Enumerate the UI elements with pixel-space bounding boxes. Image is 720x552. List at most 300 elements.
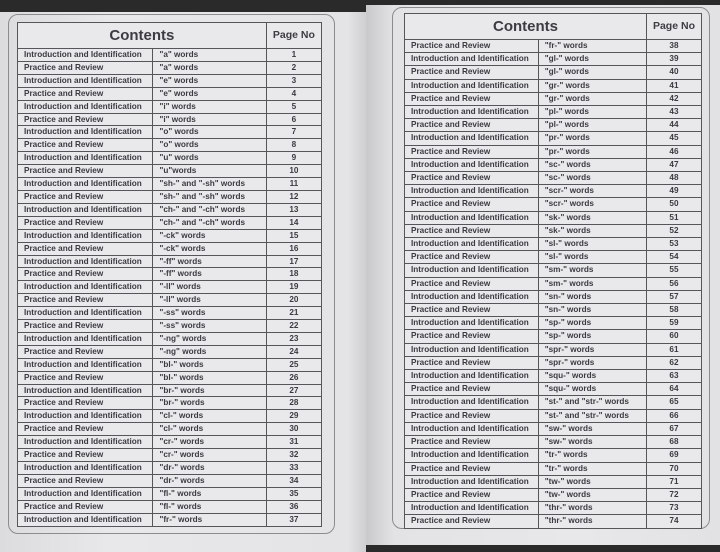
page-number-cell: 2 [266,61,321,74]
topic-cell: "-ll" words [153,281,266,294]
table-row [18,126,322,139]
page-number-cell: 67 [646,422,701,435]
topic-cell: "dr-" words [153,462,266,475]
section-cell: Practice and Review [18,113,153,126]
page-number-cell: 74 [646,515,701,528]
table-row [405,409,702,422]
table-row [405,119,702,132]
section-cell: Introduction and Identification [405,317,539,330]
section-cell: Practice and Review [405,172,539,185]
section-cell: Practice and Review [405,92,539,105]
section-cell: Introduction and Identification [18,281,153,294]
contents-body-right [405,40,702,529]
topic-cell: "-ss" words [153,307,266,320]
table-row [18,61,322,74]
topic-cell: "i" words [153,100,266,113]
topic-cell: "spr-" words [538,343,646,356]
topic-cell: "o" words [153,139,266,152]
page-number-cell: 42 [646,92,701,105]
page-number-cell: 8 [266,139,321,152]
table-row [405,251,702,264]
section-cell: Practice and Review [405,119,539,132]
topic-cell: "-ng" words [153,332,266,345]
table-row [405,79,702,92]
topic-cell: "-ss" words [153,320,266,333]
table-row [18,203,322,216]
topic-cell: "sw-" words [538,422,646,435]
contents-title: Contents [18,23,267,49]
table-row [405,132,702,145]
section-cell: Practice and Review [18,165,153,178]
page-number-cell: 38 [646,40,701,53]
table-row [18,410,322,423]
table-row [18,294,322,307]
section-cell: Practice and Review [405,383,539,396]
page-number-cell: 18 [266,268,321,281]
page-number-cell: 62 [646,356,701,369]
table-row [18,307,322,320]
page-number-cell: 17 [266,255,321,268]
topic-cell: "i" words [153,113,266,126]
page-number-cell: 7 [266,126,321,139]
page-number-cell: 24 [266,345,321,358]
page-number-cell: 66 [646,409,701,422]
topic-cell: "tw-" words [538,475,646,488]
page-number-cell: 64 [646,383,701,396]
section-cell: Introduction and Identification [405,370,539,383]
table-row [18,281,322,294]
topic-cell: "-ll" words [153,294,266,307]
topic-cell: "spr-" words [538,356,646,369]
table-row [18,423,322,436]
page-number-cell: 22 [266,320,321,333]
table-row [405,449,702,462]
topic-cell: "gl-" words [538,53,646,66]
topic-cell: "sw-" words [538,436,646,449]
page-number-cell: 48 [646,172,701,185]
page-number-cell: 46 [646,145,701,158]
section-cell: Introduction and Identification [18,203,153,216]
table-row [18,358,322,371]
section-cell: Practice and Review [405,356,539,369]
page-number-cell: 45 [646,132,701,145]
topic-cell: "squ-" words [538,370,646,383]
page-number-cell: 58 [646,304,701,317]
topic-cell: "pl-" words [538,119,646,132]
page-no-header: Page No [646,14,701,40]
table-row [405,145,702,158]
section-cell: Introduction and Identification [405,475,539,488]
page-number-cell: 51 [646,211,701,224]
page-number-cell: 19 [266,281,321,294]
topic-cell: "ch-" and "-ch" words [153,216,266,229]
section-cell: Practice and Review [18,139,153,152]
topic-cell: "-ff" words [153,255,266,268]
section-cell: Practice and Review [18,87,153,100]
topic-cell: "cr-" words [153,436,266,449]
page-number-cell: 47 [646,158,701,171]
table-row [18,320,322,333]
contents-table-right [404,13,702,529]
table-row [405,277,702,290]
contents-table-left [17,22,322,527]
table-row [405,370,702,383]
topic-cell: "tw-" words [538,488,646,501]
page-number-cell: 4 [266,87,321,100]
table-row [405,264,702,277]
section-cell: Introduction and Identification [18,152,153,165]
table-row [405,211,702,224]
section-cell: Introduction and Identification [18,436,153,449]
section-cell: Introduction and Identification [405,79,539,92]
table-row [18,332,322,345]
table-row [18,74,322,87]
page-number-cell: 65 [646,396,701,409]
topic-cell: "u" words [153,152,266,165]
topic-cell: "cr-" words [153,449,266,462]
page-number-cell: 33 [266,462,321,475]
page-number-cell: 61 [646,343,701,356]
section-cell: Introduction and Identification [405,422,539,435]
table-row [18,190,322,203]
page-number-cell: 32 [266,449,321,462]
table-row [18,436,322,449]
section-cell: Practice and Review [18,345,153,358]
topic-cell: "scr-" words [538,198,646,211]
section-cell: Introduction and Identification [18,255,153,268]
page-number-cell: 6 [266,113,321,126]
section-cell: Practice and Review [405,40,539,53]
section-cell: Introduction and Identification [18,74,153,87]
page-number-cell: 5 [266,100,321,113]
page-number-cell: 13 [266,203,321,216]
section-cell: Practice and Review [18,61,153,74]
section-cell: Practice and Review [405,66,539,79]
page-number-cell: 68 [646,436,701,449]
topic-cell: "sl-" words [538,238,646,251]
section-cell: Practice and Review [405,330,539,343]
section-cell: Introduction and Identification [18,229,153,242]
section-cell: Practice and Review [18,474,153,487]
section-cell: Practice and Review [18,190,153,203]
page-number-cell: 10 [266,165,321,178]
page-number-cell: 27 [266,384,321,397]
topic-cell: "scr-" words [538,185,646,198]
topic-cell: "u"words [153,165,266,178]
table-row [405,436,702,449]
section-cell: Practice and Review [405,251,539,264]
page-number-cell: 28 [266,397,321,410]
table-row [18,242,322,255]
page-number-cell: 53 [646,238,701,251]
topic-cell: "fl-" words [153,487,266,500]
section-cell: Practice and Review [18,371,153,384]
contents-body-left [18,49,322,527]
section-cell: Practice and Review [18,320,153,333]
section-cell: Introduction and Identification [405,158,539,171]
table-row [405,53,702,66]
table-row [405,304,702,317]
topic-cell: "-ng" words [153,345,266,358]
table-row [405,356,702,369]
page-number-cell: 44 [646,119,701,132]
section-cell: Introduction and Identification [405,449,539,462]
section-cell: Practice and Review [18,397,153,410]
table-row [18,255,322,268]
right-page [366,5,720,545]
topic-cell: "sn-" words [538,290,646,303]
topic-cell: "pr-" words [538,145,646,158]
table-row [405,422,702,435]
section-cell: Introduction and Identification [405,53,539,66]
topic-cell: "sm-" words [538,264,646,277]
section-cell: Practice and Review [18,216,153,229]
section-cell: Practice and Review [18,294,153,307]
section-cell: Practice and Review [405,145,539,158]
topic-cell: "sk-" words [538,211,646,224]
topic-cell: "e" words [153,87,266,100]
table-row [18,152,322,165]
table-row [405,515,702,528]
table-row [405,488,702,501]
page-number-cell: 23 [266,332,321,345]
topic-cell: "sp-" words [538,330,646,343]
section-cell: Introduction and Identification [405,502,539,515]
section-cell: Introduction and Identification [405,106,539,119]
table-row [405,396,702,409]
table-row [18,384,322,397]
topic-cell: "sn-" words [538,304,646,317]
page-number-cell: 52 [646,224,701,237]
section-cell: Practice and Review [18,242,153,255]
section-cell: Practice and Review [405,198,539,211]
page-number-cell: 31 [266,436,321,449]
table-row [18,397,322,410]
table-row [405,317,702,330]
page-number-cell: 37 [266,513,321,526]
topic-cell: "br-" words [153,384,266,397]
table-row [405,92,702,105]
page-number-cell: 14 [266,216,321,229]
section-cell: Introduction and Identification [18,462,153,475]
section-cell: Introduction and Identification [18,178,153,191]
table-row [18,345,322,358]
table-row [405,343,702,356]
page-number-cell: 39 [646,53,701,66]
table-header-row [405,14,702,40]
topic-cell: "o" words [153,126,266,139]
page-number-cell: 63 [646,370,701,383]
topic-cell: "tr-" words [538,449,646,462]
table-row [405,106,702,119]
page-number-cell: 11 [266,178,321,191]
table-row [405,290,702,303]
section-cell: Introduction and Identification [18,307,153,320]
page-number-cell: 71 [646,475,701,488]
section-cell: Introduction and Identification [405,396,539,409]
page-number-cell: 41 [646,79,701,92]
page-number-cell: 9 [266,152,321,165]
section-cell: Introduction and Identification [405,132,539,145]
page-number-cell: 20 [266,294,321,307]
section-cell: Practice and Review [405,436,539,449]
table-row [18,462,322,475]
table-row [405,383,702,396]
topic-cell: "fl-" words [153,500,266,513]
table-row [18,449,322,462]
table-row [18,178,322,191]
table-row [18,113,322,126]
table-row [405,330,702,343]
page-number-cell: 70 [646,462,701,475]
table-row [405,224,702,237]
topic-cell: "br-" words [153,397,266,410]
topic-cell: "gl-" words [538,66,646,79]
page-number-cell: 12 [266,190,321,203]
section-cell: Practice and Review [18,423,153,436]
table-row [405,502,702,515]
page-number-cell: 56 [646,277,701,290]
topic-cell: "sp-" words [538,317,646,330]
topic-cell: "a" words [153,61,266,74]
page-number-cell: 30 [266,423,321,436]
page-number-cell: 73 [646,502,701,515]
section-cell: Practice and Review [18,449,153,462]
section-cell: Introduction and Identification [18,126,153,139]
table-row [18,268,322,281]
page-number-cell: 36 [266,500,321,513]
page-number-cell: 26 [266,371,321,384]
section-cell: Practice and Review [405,277,539,290]
section-cell: Introduction and Identification [18,100,153,113]
topic-cell: "sh-" and "-sh" words [153,178,266,191]
topic-cell: "e" words [153,74,266,87]
topic-cell: "gr-" words [538,92,646,105]
section-cell: Introduction and Identification [405,185,539,198]
topic-cell: "dr-" words [153,474,266,487]
page-number-cell: 34 [266,474,321,487]
page-number-cell: 54 [646,251,701,264]
topic-cell: "fr-" words [153,513,266,526]
topic-cell: "fr-" words [538,40,646,53]
page-number-cell: 40 [646,66,701,79]
section-cell: Introduction and Identification [405,211,539,224]
table-row [18,165,322,178]
section-cell: Introduction and Identification [18,410,153,423]
topic-cell: "sc-" words [538,172,646,185]
page-number-cell: 25 [266,358,321,371]
section-cell: Practice and Review [18,500,153,513]
table-row [405,462,702,475]
section-cell: Practice and Review [405,462,539,475]
topic-cell: "bl-" words [153,358,266,371]
page-number-cell: 21 [266,307,321,320]
table-row [18,139,322,152]
table-row [18,513,322,526]
topic-cell: "a" words [153,49,266,62]
table-row [18,100,322,113]
table-row [18,216,322,229]
table-row [18,49,322,62]
section-cell: Introduction and Identification [405,238,539,251]
page-number-cell: 29 [266,410,321,423]
topic-cell: "pl-" words [538,106,646,119]
table-row [405,475,702,488]
section-cell: Introduction and Identification [18,513,153,526]
section-cell: Practice and Review [18,268,153,281]
table-row [18,87,322,100]
section-cell: Introduction and Identification [405,343,539,356]
section-cell: Practice and Review [405,515,539,528]
page-number-cell: 55 [646,264,701,277]
topic-cell: "st-" and "str-" words [538,409,646,422]
topic-cell: "sk-" words [538,224,646,237]
topic-cell: "thr-" words [538,502,646,515]
table-row [405,66,702,79]
page-number-cell: 16 [266,242,321,255]
topic-cell: "-ck" words [153,242,266,255]
table-row [405,40,702,53]
table-row [405,158,702,171]
page-number-cell: 3 [266,74,321,87]
page-number-cell: 43 [646,106,701,119]
page-number-cell: 72 [646,488,701,501]
table-row [405,185,702,198]
table-row [405,198,702,211]
section-cell: Practice and Review [405,409,539,422]
page-number-cell: 15 [266,229,321,242]
topic-cell: "cl-" words [153,410,266,423]
page-number-cell: 50 [646,198,701,211]
topic-cell: "tr-" words [538,462,646,475]
table-row [18,500,322,513]
section-cell: Introduction and Identification [405,290,539,303]
page-number-cell: 60 [646,330,701,343]
topic-cell: "sl-" words [538,251,646,264]
section-cell: Introduction and Identification [405,264,539,277]
page-number-cell: 49 [646,185,701,198]
topic-cell: "squ-" words [538,383,646,396]
page-number-cell: 1 [266,49,321,62]
table-header-row [18,23,322,49]
section-cell: Practice and Review [405,224,539,237]
table-row [18,487,322,500]
table-row [18,474,322,487]
topic-cell: "bl-" words [153,371,266,384]
section-cell: Introduction and Identification [18,332,153,345]
topic-cell: "cl-" words [153,423,266,436]
table-row [405,172,702,185]
topic-cell: "pr-" words [538,132,646,145]
section-cell: Introduction and Identification [18,358,153,371]
page-no-header: Page No [266,23,321,49]
section-cell: Introduction and Identification [18,49,153,62]
topic-cell: "ch-" and "-ch" words [153,203,266,216]
topic-cell: "-ck" words [153,229,266,242]
page-number-cell: 59 [646,317,701,330]
topic-cell: "gr-" words [538,79,646,92]
page-number-cell: 69 [646,449,701,462]
left-page [0,12,366,552]
section-cell: Practice and Review [405,488,539,501]
table-row [18,229,322,242]
table-row [405,238,702,251]
contents-title: Contents [405,14,647,40]
section-cell: Practice and Review [405,304,539,317]
topic-cell: "sm-" words [538,277,646,290]
section-cell: Introduction and Identification [18,487,153,500]
topic-cell: "st-" and "str-" words [538,396,646,409]
